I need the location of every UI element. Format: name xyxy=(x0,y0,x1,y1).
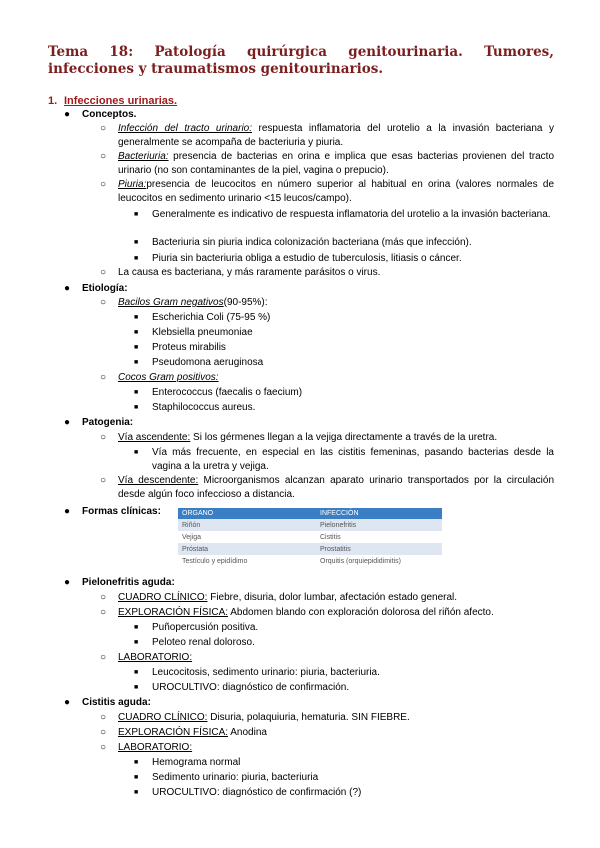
bullet-dot: ● xyxy=(64,109,71,120)
bullet-circle: ○ xyxy=(100,297,107,308)
pielonefritis-heading: Pielonefritis aguda: xyxy=(82,577,175,588)
bullet-dot: ● xyxy=(64,697,71,708)
table-row xyxy=(178,519,442,531)
bullet-square: ■ xyxy=(134,314,139,321)
cistitis-exploracion-line xyxy=(118,726,267,740)
table-cell: Vejiga xyxy=(182,533,202,541)
piuria-term: Piuria: xyxy=(118,179,147,190)
gn-item: Proteus mirabilis xyxy=(152,342,226,353)
bacteriuria-definition xyxy=(118,150,554,178)
section-label: Infecciones urinarias. xyxy=(64,95,178,107)
bullet-dot: ● xyxy=(64,506,71,517)
bacteriuria-term: Bacteriuria: xyxy=(118,151,169,162)
gram-negativos-line xyxy=(118,296,268,310)
via-ascendente-note: Vía más frecuente, en especial en las cistitis femeninas, pasando bacterias desde la vagina a la uretra y vejiga. xyxy=(152,447,554,472)
cistitis-laboratorio-item: UROCULTIVO: diagnóstico de confirmación (?) xyxy=(152,787,362,798)
bullet-circle: ○ xyxy=(100,607,107,618)
table-cell: Pielonefritis xyxy=(316,519,442,531)
bullet-circle: ○ xyxy=(100,592,107,603)
bullet-circle: ○ xyxy=(100,267,107,278)
table-header-row xyxy=(178,508,442,519)
cistitis-heading: Cistitis aguda: xyxy=(82,697,151,708)
pielo-cuadro-line xyxy=(118,591,457,605)
bullet-square: ■ xyxy=(134,404,139,411)
via-ascendente-text: Si los gérmenes llegan a la vejiga directamente a través de la uretra. xyxy=(190,432,498,443)
bullet-circle: ○ xyxy=(100,712,107,723)
gn-item: Escherichia Coli (75-95 %) xyxy=(152,312,271,323)
table-cell: Orquitis (orquiepididimitis) xyxy=(320,557,401,565)
table-row xyxy=(178,555,442,567)
itu-definition xyxy=(118,122,554,150)
bullet-circle: ○ xyxy=(100,727,107,738)
via-descendente-text: Microorganismos alcanzan aparato urinario transportados por la circulación desde algún foco infeccioso a distancia. xyxy=(118,475,555,500)
bullet-square: ■ xyxy=(134,684,139,691)
bullet-square: ■ xyxy=(134,389,139,396)
formas-heading: Formas clínicas: xyxy=(82,506,161,517)
pielo-laboratorio-line xyxy=(118,651,192,665)
table-cell: Prostatitis xyxy=(316,543,442,555)
bullet-square: ■ xyxy=(134,639,139,646)
pielo-laboratorio-term: LABORATORIO: xyxy=(118,652,193,663)
etiologia-heading: Etiología: xyxy=(82,283,128,294)
cistitis-exploracion-term: EXPLORACIÓN FÍSICA: xyxy=(118,727,229,738)
itu-text: respuesta inflamatoria del urotelio a la invasión bacteriana y generalmente se acompaña de bacteriuria y piuria. xyxy=(118,123,554,148)
bullet-circle: ○ xyxy=(100,372,107,383)
conceptos-heading: Conceptos. xyxy=(82,109,137,120)
gn-item: Klebsiella pneumoniae xyxy=(152,327,253,338)
bullet-circle: ○ xyxy=(100,742,107,753)
cistitis-cuadro-line xyxy=(118,711,410,725)
pielo-laboratorio-item: Leucocitosis, sedimento urinario: piuria, bacteriuria. xyxy=(152,667,380,678)
bullet-circle: ○ xyxy=(100,151,107,162)
table-cell: Riñón xyxy=(178,519,316,531)
formas-clinicas-table xyxy=(178,508,442,567)
table-cell: Testículo y epidídimo xyxy=(182,557,248,565)
bullet-circle: ○ xyxy=(100,475,107,486)
bullet-circle: ○ xyxy=(100,652,107,663)
bullet-square: ■ xyxy=(134,789,139,796)
pielo-exploracion-line xyxy=(118,606,494,620)
bullet-square: ■ xyxy=(134,449,139,456)
table-header-cell: ORGANO xyxy=(178,508,316,519)
bullet-square: ■ xyxy=(134,239,139,246)
patogenia-heading: Patogenia: xyxy=(82,417,134,428)
gram-positivos-line xyxy=(118,371,219,385)
table-cell: Cistitis xyxy=(320,533,341,541)
via-ascendente-term: Vía ascendente: xyxy=(118,432,191,443)
cistitis-laboratorio-term: LABORATORIO: xyxy=(118,742,193,753)
table-header-cell: INFECCIÓN xyxy=(316,508,442,519)
bullet-square: ■ xyxy=(134,211,139,218)
piuria-note-1: Generalmente es indicativo de respuesta inflamatoria del urotelio a la invasión bacteriana. xyxy=(152,209,551,220)
bullet-dot: ● xyxy=(64,417,71,428)
bullet-square: ■ xyxy=(134,329,139,336)
bullet-square: ■ xyxy=(134,774,139,781)
piuria-text: presencia de leucocitos en número superior al habitual en orina (valores normales de leucocitos en sedimento urinario <15 leucos/campo). xyxy=(118,179,554,204)
piuria-note-2: Bacteriuria sin piuria indica colonización bacteriana (más que infección). xyxy=(152,237,472,248)
pielo-exploracion-item: Peloteo renal doloroso. xyxy=(152,637,255,648)
via-descendente-term: Vía descendente: xyxy=(118,475,199,486)
pielo-cuadro-term: CUADRO CLÍNICO: xyxy=(118,592,208,603)
bullet-square: ■ xyxy=(134,669,139,676)
via-descendente-line xyxy=(118,474,554,502)
bullet-circle: ○ xyxy=(100,179,107,190)
cistitis-laboratorio-item: Sedimento urinario: piuria, bacteriuria xyxy=(152,772,319,783)
bullet-square: ■ xyxy=(134,759,139,766)
pielo-exploracion-term: EXPLORACIÓN FÍSICA: xyxy=(118,607,229,618)
via-ascendente-line xyxy=(118,431,497,445)
piuria-definition xyxy=(118,178,554,206)
section-heading xyxy=(48,95,177,107)
bullet-square: ■ xyxy=(134,624,139,631)
bullet-dot: ● xyxy=(64,283,71,294)
pielo-exploracion-item: Puñopercusión positiva. xyxy=(152,622,259,633)
gn-item: Pseudomona aeruginosa xyxy=(152,357,264,368)
pielo-exploracion-text: Abdomen blando con exploración dolorosa del riñón afecto. xyxy=(228,607,494,618)
document-title: Tema 18: Patología quirúrgica genitourinaria. Tumores, infecciones y traumatismos genitourinarios. xyxy=(48,44,554,77)
bacteriuria-text: presencia de bacterias en orina e implica que esas bacterias provienen del tracto urinario (no son contaminantes de la piel, vagina o prepucio). xyxy=(118,151,554,176)
gp-item: Staphilococcus aureus. xyxy=(152,402,256,413)
bullet-dot: ● xyxy=(64,577,71,588)
cistitis-exploracion-text: Anodina xyxy=(228,727,267,738)
causa-text: La causa es bacteriana, y más raramente parásitos o virus. xyxy=(118,267,381,278)
cistitis-cuadro-text: Disuria, polaquiuria, hematuria. SIN FIEBRE. xyxy=(207,712,410,723)
itu-term: Infección del tracto urinario: xyxy=(118,123,253,134)
table-row xyxy=(178,531,442,543)
pielo-laboratorio-item: UROCULTIVO: diagnóstico de confirmación. xyxy=(152,682,350,693)
gp-item: Enterococcus (faecalis o faecium) xyxy=(152,387,303,398)
piuria-note-3: Piuria sin bacteriuria obliga a estudio de tuberculosis, litiasis o cáncer. xyxy=(152,253,462,264)
cistitis-cuadro-term: CUADRO CLÍNICO: xyxy=(118,712,208,723)
bullet-square: ■ xyxy=(134,359,139,366)
bullet-square: ■ xyxy=(134,255,139,262)
cistitis-laboratorio-item: Hemograma normal xyxy=(152,757,241,768)
table-row xyxy=(178,543,442,555)
pielo-cuadro-text: Fiebre, disuria, dolor lumbar, afectación estado general. xyxy=(207,592,458,603)
table-cell: Próstata xyxy=(178,543,316,555)
gram-positivos-term: Cocos Gram positivos: xyxy=(118,372,219,383)
bullet-circle: ○ xyxy=(100,123,107,134)
bullet-square: ■ xyxy=(134,344,139,351)
cistitis-laboratorio-line xyxy=(118,741,192,755)
gram-negativos-term: Bacilos Gram negativos xyxy=(118,297,224,308)
bullet-circle: ○ xyxy=(100,432,107,443)
section-number: 1. xyxy=(48,95,58,107)
gram-negativos-pct: (90-95%): xyxy=(223,297,268,308)
